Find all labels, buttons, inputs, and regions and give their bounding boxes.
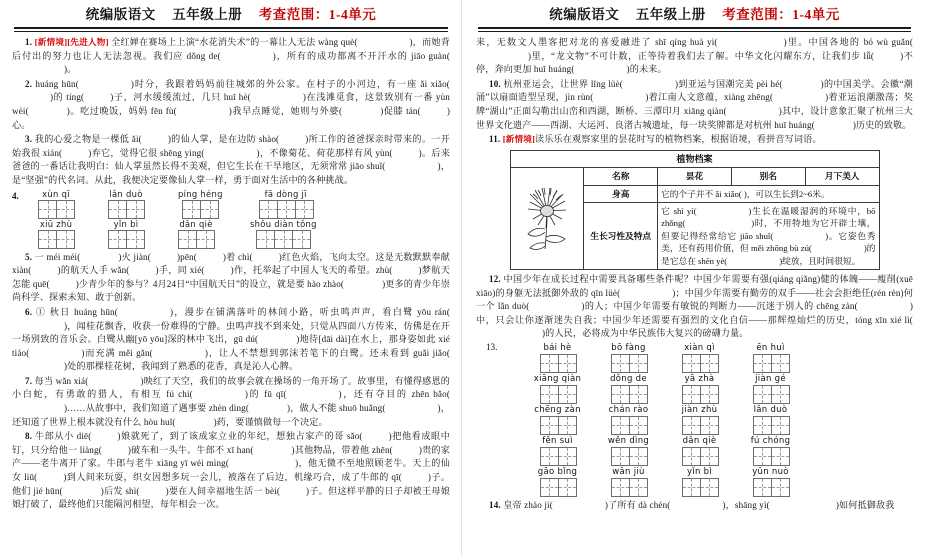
pinyin-label: dǎn qiè [179,218,213,229]
pinyin-grid-item [108,189,144,219]
pinyin-grid-item [250,219,317,249]
pinyin-label: bō fàng [611,342,646,353]
question-6 [12,306,450,374]
question-5-text-h: )作，托举起了中国人飞天的希望。zhù( [230,265,393,276]
question-8-text-a: 牛郎从小 diē( [35,431,92,442]
char-box[interactable] [178,230,197,249]
pinyin-label: lǎn duò [753,404,788,415]
char-box[interactable] [753,416,772,435]
question-13-row [522,373,913,404]
question-7-text-f: )，做人不能 shuō huǎng( [287,403,386,414]
table-row [510,168,879,185]
question-3-text-a: 我的心爱之物是一棵低 ǎi( [34,134,142,145]
question-11-text: 读乐乐在观察家里的昙花时写的植物档案，根据语境，看拼音写词语。 [535,134,822,145]
question-5-text-g: )手，同 xié( [155,265,205,276]
char-box[interactable] [682,354,701,373]
pinyin-grid-item [522,373,593,404]
question-5-text-i: )梦航天怎能 quē( [12,265,451,289]
char-box[interactable] [629,478,648,497]
char-box[interactable] [753,385,772,404]
pinyin-grid-item [664,342,735,373]
char-box[interactable] [700,354,719,373]
pinyin-grid-item [735,466,806,497]
header-divider [14,27,448,32]
char-box[interactable] [38,200,57,219]
char-box-group[interactable] [682,447,718,466]
pinyin-grid-item [735,373,806,404]
char-box[interactable] [611,478,630,497]
pinyin-grid-item [178,189,223,219]
pinyin-label: píng héng [178,188,223,199]
char-box[interactable] [540,354,559,373]
char-box[interactable] [700,385,719,404]
char-box[interactable] [682,385,701,404]
question-4-row-1 [12,189,450,219]
char-box[interactable] [753,354,772,373]
epiphyllum-flower-icon [524,185,570,253]
char-box-group[interactable] [540,478,576,497]
char-box[interactable] [700,478,719,497]
char-box[interactable] [682,478,701,497]
question-13 [476,342,913,497]
question-3 [12,133,450,187]
question-5-text-b: )火 jiàn( [118,251,151,262]
char-box[interactable] [558,385,577,404]
question-5-number: 5. [25,251,33,262]
pinyin-grid-item [522,404,593,435]
row-label-alias: 别名 [731,168,805,185]
char-box[interactable] [38,230,57,249]
question-3-text-f: )。后来爸爸的一番话让我明白：仙人掌虽然长得不美观，但它生长在干旱地区，无须常常 jiāo shuǐ( [12,147,450,172]
pinyin-label: yǐn bì [686,466,713,477]
header-subject: 统编版语文 [85,7,156,22]
char-box[interactable] [126,230,145,249]
char-box[interactable] [56,200,75,219]
question-3-number: 3. [25,134,33,145]
question-9-text-a: 来，无数文人墨客把对龙的喜爱融进了 shī qíng huà yì( [476,37,718,47]
flower-illustration-cell [510,168,584,270]
question-10 [476,78,913,132]
question-6-text-g: )处的那棵桂花树，我闻到了熟悉的花香，真是沁人心脾。 [64,361,299,372]
question-6-number: 6. [25,306,33,317]
question-10-text-a: 杭州亚运会，让世界 lǐng lüè( [503,78,623,89]
question-2-text-c: )的 tíng( [50,92,85,103]
pinyin-label: wǎn jiù [612,466,645,477]
pinyin-grid-item [735,404,806,435]
char-box[interactable] [126,200,145,219]
question-12-text-e: )的人民，必将成为中华民族伟大复兴的磅礴力量。 [542,328,749,339]
question-1 [12,36,450,77]
question-1-tags: [新情境][先进人物] [34,37,109,47]
question-4-row-2 [12,219,450,249]
pinyin-label: xiàn qì [684,342,715,353]
pinyin-grid-item [664,404,735,435]
pinyin-label: wěn dìng [607,435,650,446]
pinyin-grid-item [735,342,806,373]
char-box[interactable] [200,200,219,219]
question-5-text-c: )pēn( [176,251,197,262]
char-box-group[interactable] [540,447,576,466]
char-box[interactable] [108,200,127,219]
pinyin-label: bái hè [543,342,572,353]
char-box[interactable] [629,354,648,373]
question-8-text-g: )，他无微不至地照顾老牛。天上的仙女 liū( [12,458,450,483]
question-12-number: 12. [489,274,501,284]
pinyin-grid-item [593,435,664,466]
char-box-group[interactable] [611,478,647,497]
plant-alias-value: 月下美人 [805,168,879,185]
char-box-group[interactable] [682,478,718,497]
question-6-text-d: )地待[dāi dài]在水上，那身姿如此 xié tiáo( [12,334,450,358]
char-box[interactable] [771,478,790,497]
question-1-text-c: )，所有的成功都离不开汗水的 jiāo guàn( [272,50,450,61]
pinyin-grid-item [664,373,735,404]
question-14-text-b: )了所有 dà chén( [604,499,671,510]
char-box[interactable] [540,416,559,435]
pinyin-label: fā dòng jī [264,188,307,199]
char-box[interactable] [540,478,559,497]
question-8-text-j: )后发 shì( [100,485,140,496]
char-box[interactable] [540,447,559,466]
question-13-row [522,435,913,466]
pinyin-label: gāo bǐng [537,466,578,477]
char-box-group[interactable] [753,385,789,404]
question-6-text-f: )，让人不禁想到郭沫若笔下的白鹭。还未看到 guǎi jiǎo( [204,347,450,358]
char-box[interactable] [108,230,127,249]
header-grade: 五年级上册 [172,7,243,22]
question-7-text-d: )，还有夺目的 zhēn bǎo( [338,389,450,400]
pinyin-label: ēn huì [756,342,785,353]
question-7-text-b: )映红了天空，我们的故事会就在操场的一角开场了。故事里，有懂得感恩的小白蛇，有勇敢的猎人，有相互 fú chí( [12,375,450,400]
char-box[interactable] [753,478,772,497]
question-11 [476,133,913,147]
question-14 [476,499,913,513]
question-1-text-b: )，而她背后付出的努力也让人无法忽视。我们应 dǒng de( [12,37,450,61]
pinyin-label: chēng zàn [534,404,581,415]
char-box[interactable] [295,200,314,219]
char-box-group[interactable] [259,200,313,219]
question-2-text-i: )心。 [12,105,450,130]
question-3-text-b: )的仙人掌，是在边防 shào( [167,134,280,145]
char-box[interactable] [558,354,577,373]
question-2-text-h: )促膝 tán( [380,105,421,116]
char-box[interactable] [540,385,559,404]
question-5-text-a: 一 méi méi( [34,251,81,262]
question-8-text-f: )贵的家产——老牛离开了家。牛郎与老牛 xiāng yī wéi mìng( [12,444,450,469]
question-14-number: 14. [489,499,501,510]
question-8-text-d: )破车和一头牛。牛郎不 xī han( [127,444,254,455]
char-box-group[interactable] [611,354,647,373]
question-14-text-c: )，shāng yì( [722,499,770,510]
pinyin-grid-item [38,219,74,249]
pinyin-grid-item [664,435,735,466]
pinyin-label: yǐn bì [113,218,139,229]
question-8-text-c: )把他看成眼中钉，只分给他一 liàng( [12,431,450,455]
question-2-text-g: )我早点睡觉，她则与外婆( [228,105,343,116]
question-5-text-k: )更多的青少年崇尚科学、探索未知、敢于创新。 [12,278,451,303]
pinyin-grid-item [664,466,735,497]
question-9-text-c: )里，“龙文物”不可计数，正等待着我们去了解。中华文化闪耀东方，让我们步 lǚ( [528,50,875,61]
habits-text-2b: )。它姿色秀美，还有药用价值，但 měi zhōng bù zú( [661,230,876,254]
question-8-text-e: )其他物品，带着他 zhēn( [291,444,393,455]
header-subject: 统编版语文 [549,7,620,22]
left-page-column [0,0,462,557]
char-box[interactable] [700,447,719,466]
question-8-number: 8. [25,431,33,442]
question-4-row-2-items [38,219,450,249]
question-3-text-d: )弃它，觉得它很 shēng yìng( [88,147,205,158]
question-8-text-k: )要在人间幸福地生活一 bèi( [165,485,281,496]
question-13-row [522,466,913,497]
char-box[interactable] [629,447,648,466]
pinyin-label: dǒng de [610,373,647,384]
page-header-right [476,0,913,24]
question-12 [476,273,913,341]
question-6-text-e: )而充满 měi gǎn( [81,347,153,358]
question-12-text-b: )；中国少年需要有勤劳的双手——社会会拒绝任(rén rèn)何一个 lǎn duò( [476,287,913,312]
char-box-group[interactable] [38,200,74,219]
question-8-text-i: )子。他们 jié hūn( [12,472,450,496]
question-2 [12,78,450,132]
pinyin-grid-item [593,373,664,404]
pinyin-grid-item [522,342,593,373]
pinyin-grid-item [259,189,313,219]
question-8-text-l: )子。但这样平静的日子却被王母娘娘打破了，最终他们只能隔河相望，每年相会一次。 [12,485,450,510]
char-box-group[interactable] [108,200,144,219]
char-box-group[interactable] [753,416,789,435]
question-6-text-a: 秋日 huáng hūn( [49,306,118,317]
question-9-text-d: )不停，奔向更加 huī huáng( [476,50,913,75]
question-7-text-c: )的 fū qī( [244,389,287,400]
char-box-group[interactable] [108,230,144,249]
question-9-continuation [476,36,913,77]
char-box[interactable] [629,416,648,435]
pinyin-label: xùn qī [42,188,70,199]
right-page-column [462,0,924,557]
question-10-text-e: )着亚运浪潮激荡；奖牌“湖山”正面勾勒出山峦和西湖，断桥、三潭印月 xiāng qiàn( [476,92,914,116]
pinyin-label: fú chóng [750,435,791,446]
question-5 [12,251,450,305]
habits-text-3b: )的是它总在 shēn yè( [661,243,876,266]
char-box[interactable] [56,230,75,249]
char-box-group[interactable] [540,416,576,435]
question-6-circle-marker: ① [35,306,47,317]
question-6-text-b: )，漫步在铺满落叶的林间小路，听虫鸣声声，看白鹭 yōu rán( [169,306,450,317]
plant-archive-title: 植物档案 [510,150,879,167]
pinyin-grid-item [593,404,664,435]
pinyin-label: xiāng qiàn [533,373,582,384]
question-9-text-e: )的未来。 [626,64,667,75]
char-box[interactable] [558,478,577,497]
table-title-row [510,150,879,167]
pinyin-label: jiàn gé [755,373,786,384]
question-7-text-a: 每当 wǎn xiá( [34,375,89,386]
char-box-group[interactable] [178,230,214,249]
pinyin-grid-item [38,189,74,219]
question-12-text-a: 中国少年在成长过程中需要具备哪些条件呢？中国少年需要有强(qiáng qiǎng)健的体魄——瘦削(xuē xiāo)的身躯无法抵御外敌的 qīn lüè( [476,274,913,298]
char-box[interactable] [558,416,577,435]
question-3-text-g: )，是“坚强”的代名词。从此，我便决定要像仙人掌一样，勇于面对生活中的各种挑战。 [12,161,450,185]
char-box[interactable] [771,385,790,404]
pinyin-grid-item [593,342,664,373]
question-8 [12,430,450,512]
char-box[interactable] [182,200,201,219]
header-divider-right [478,27,911,32]
question-7 [12,375,450,429]
question-1-number: 1. [25,37,33,47]
pinyin-label: shǒu diàn tǒng [250,218,317,229]
question-8-text-b: )娘就死了，到了该成家立业的年纪，想独占家产的哥 sǎo( [117,431,363,442]
plant-archive-table [510,150,880,270]
char-box-group[interactable] [182,200,218,219]
pinyin-grid-item [522,435,593,466]
char-box[interactable] [611,447,630,466]
question-2-text-d: )子，河水缓缓流过，几只 huī hè( [110,92,251,103]
question-8-text-h: )到人间来玩耍，织女因想多玩一会儿，被落在了后边，机缘巧合，成了牛郎的 qī( [63,472,402,483]
row-label-name: 名称 [584,168,658,185]
char-box-group[interactable] [682,416,718,435]
question-10-text-c: )的中国美学。会徽“潮涌”以扇面造型呈现，jìn rùn( [476,78,913,103]
question-2-text-f: )。吃过晚饭，妈妈 fēn fù( [66,105,177,116]
char-box-group[interactable] [611,385,647,404]
char-box[interactable] [771,447,790,466]
question-2-text-e: )在浅滩觅食，这景致别有一番 yùn wèi( [12,92,450,116]
spacer [12,219,38,221]
char-box[interactable] [771,416,790,435]
question-7-number: 7. [25,375,33,386]
row-label-habits: 生长习性及特点 [584,202,658,269]
row-label-height: 身高 [584,185,658,202]
question-10-number: 10. [489,78,501,89]
char-box[interactable] [700,416,719,435]
char-box[interactable] [611,354,630,373]
question-14-text-a: 皇帝 zhào jí( [503,499,553,510]
char-box-group[interactable] [753,447,789,466]
pinyin-label: yǔn nuò [752,466,789,477]
char-box[interactable] [629,385,648,404]
plant-name-value: 昙花 [658,168,732,185]
char-box[interactable] [292,230,311,249]
question-5-text-d: )着 chì( [222,251,253,262]
char-box-group[interactable] [540,385,576,404]
char-box-group[interactable] [38,230,74,249]
char-box[interactable] [277,200,296,219]
habits-text-2a: )时，不用特地为它开辟土壤，但要记得经常给它 jiāo shuǐ( [661,218,876,241]
char-box[interactable] [259,200,278,219]
char-box[interactable] [196,230,215,249]
question-7-text-e: )……从故事中，我们知道了遇事要 zhèn dìng( [64,403,250,414]
question-1-text-a: 全红婵在赛场上上演“水花消失术”的一幕让人无法 wàng què( [111,37,358,47]
question-5-text-e: )红色火焰，飞向太空。这是无数默默奉献 xiàn( [12,251,450,276]
char-box[interactable] [682,447,701,466]
question-10-text-b: )到亚运与国潮完美 pèi hé( [674,78,783,89]
char-box-group[interactable] [611,447,647,466]
question-10-text-d: )着江南人文意蕴，xiàng zhēng( [645,92,774,103]
char-box[interactable] [256,230,275,249]
habits-text-3c: )绽放，且时间很短。 [779,255,861,266]
page-header [12,0,450,24]
question-12-text-c: )的人；中国少年需要有敏锐的判断力——沉迷于别人的 chēng zàn( [581,301,858,312]
pinyin-grid-item [178,219,214,249]
pinyin-grid-item [522,466,593,497]
char-box[interactable] [611,416,630,435]
habits-text-1a: 它 shì yí( [661,205,697,216]
question-10-text-g: )历史的致敬。 [852,119,912,130]
question-6-text-c: )，闻桂花飘香，收获一份难得的宁静。虫鸣声找不到来处，只觉从四面八方传来，仿佛是在开一场别致的音乐会。白鹭从幽[yō yōu]深的林中飞出，gū dú( [12,320,450,345]
plant-habits-value[interactable] [658,202,879,269]
question-5-text-f: )的航天人手 wǎn( [57,265,130,276]
question-11-tag: [新情境] [502,134,536,145]
question-13-row [522,404,913,435]
char-box-group[interactable] [611,416,647,435]
question-7-text-h: )药，要谨慎做每一个决定。 [213,416,328,427]
char-box-group[interactable] [682,354,718,373]
habits-text-1b: )生长在温暖湿润的环境中，bō zhǒng( [661,205,876,229]
pinyin-label: chán rào [608,404,649,415]
char-box[interactable] [771,354,790,373]
pinyin-grid-item [735,435,806,466]
question-4 [12,189,450,249]
char-box[interactable] [611,385,630,404]
char-box[interactable] [558,447,577,466]
header-grade: 五年级上册 [635,7,706,22]
char-box-group[interactable] [540,354,576,373]
plant-height-value[interactable]: 它的个子并不 ǎi xiǎo( )，可以生长到2~6米。 [658,185,879,202]
pinyin-label: fěn suì [542,435,573,446]
char-box[interactable] [753,447,772,466]
char-box-group[interactable] [753,354,789,373]
question-7-text-g: )，还知道了世界上根本就没有什么 hòu huǐ( [12,403,450,427]
question-2-text-b: )时分，我跟着妈妈前往城郊的外公家。在村子的小河边，有一座 ǎi xiǎo( [130,78,450,89]
char-box-group[interactable] [256,230,310,249]
pinyin-label: xiū zhù [39,218,73,229]
question-5-text-j: )少青少年的参与？4月24日“中国航天日”的设立，就是要 hào zhào( [75,278,345,289]
question-2-number: 2. [25,78,33,89]
char-box-group[interactable] [753,478,789,497]
header-scope: 考查范围：1-4单元 [722,7,840,22]
header-scope: 考查范围：1-4单元 [258,7,377,22]
question-9-text-b: )里。中国各地的 bó wù guǎn( [783,37,913,47]
char-box[interactable] [682,416,701,435]
question-3-text-e: )，不像菊花、荷花那样有风 yùn( [256,147,393,158]
pinyin-label: lǎn duò [109,188,143,199]
char-box-group[interactable] [682,385,718,404]
question-2-text-a: huáng hūn( [35,78,79,89]
question-10-text-f: )其中，设计意象汇聚了杭州三大世界文化遗产——西湖、大运河、良渚古城遗址，每一块奖牌都是对杭州 huī huáng( [476,105,914,130]
pinyin-label: dǎn qiè [682,435,717,446]
char-box[interactable] [274,230,293,249]
question-11-number: 11. [489,134,501,145]
question-13-number: 13. [486,341,498,352]
pinyin-grid-item [593,466,664,497]
pinyin-label: yā zhà [684,373,715,384]
question-12-text-d: )中，只会让你逐渐迷失自我；中国少年还需要有强烈的文化自信——那辉煌灿烂的历史，tóng xīn xié lì( [476,301,913,325]
question-4-number: 4. [12,190,19,201]
question-13-row [522,342,913,373]
pinyin-grid-item [108,219,144,249]
question-1-text-d: )。 [64,64,77,75]
question-3-text-c: )所工作的爸爸探亲时带来的。一开始我很 xián( [12,134,450,158]
question-4-row-1-items [38,189,450,219]
pinyin-label: jiàn zhù [681,404,718,415]
question-14-text-d: )如何抵御敌我 [835,499,895,510]
